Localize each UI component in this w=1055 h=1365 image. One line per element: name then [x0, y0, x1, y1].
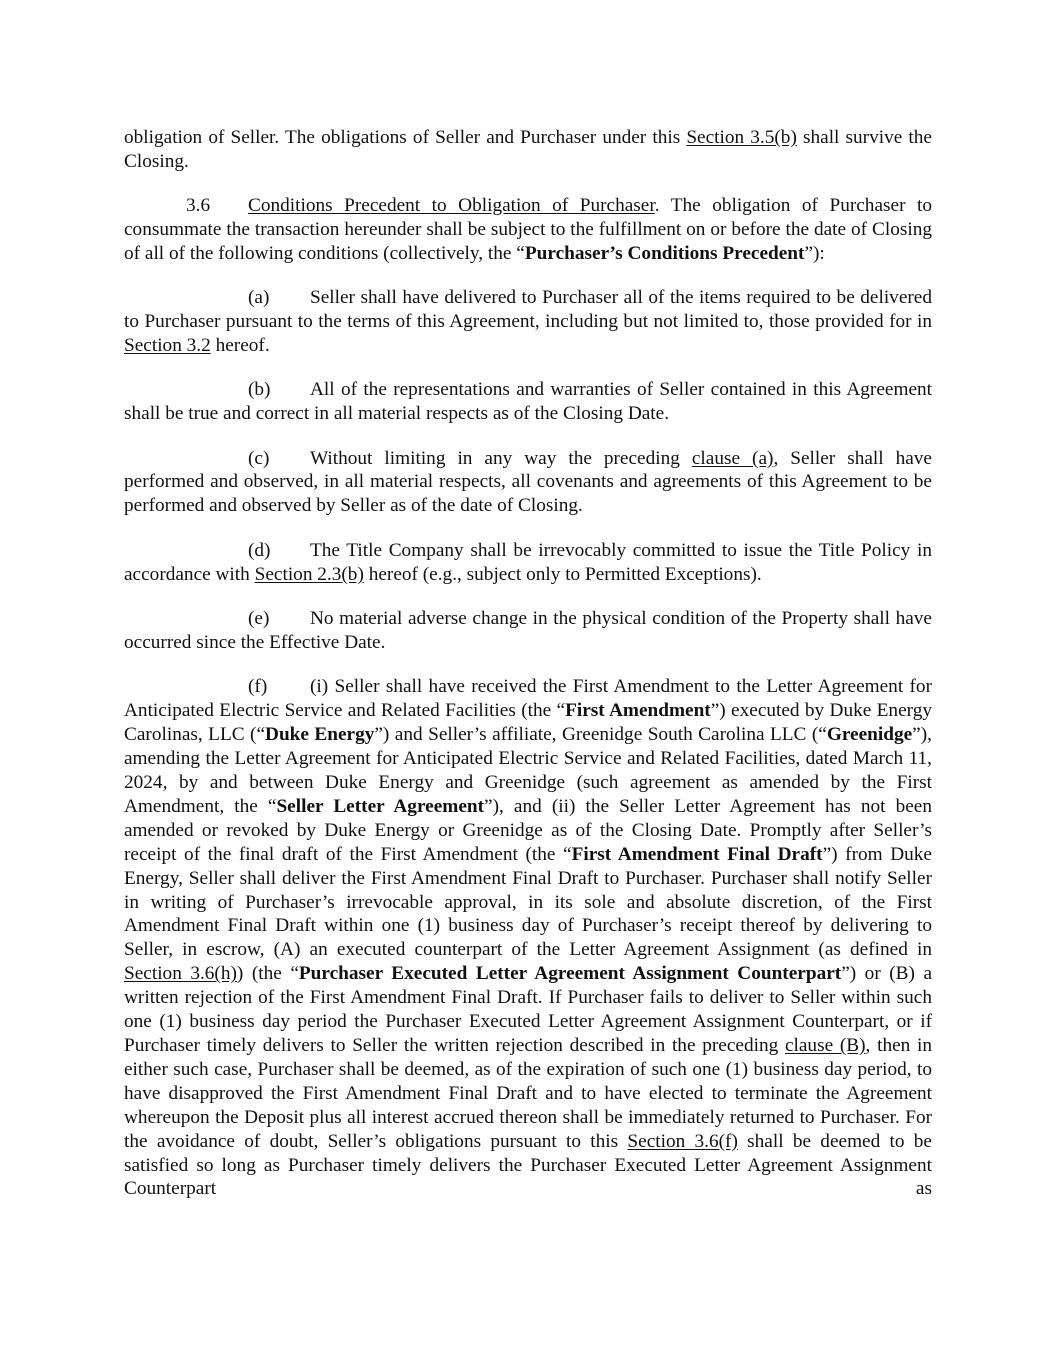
section-reference: Section 3.5(b): [686, 127, 797, 148]
section-number: 3.6: [186, 194, 211, 216]
defined-term: Seller Letter Agreement: [276, 795, 485, 817]
text-run: (i) Seller shall have received the First Amendment to the Letter Agreement for Anticipated Electric Service and Related Facilities (the “: [124, 676, 932, 722]
clause-e: [124, 607, 932, 655]
clause-label: (b): [248, 379, 271, 401]
text-run: . The obligation of Purchaser to consummate the transaction hereunder shall be subject to the fulfillment on or before the date of Closing of all of the following conditions (collectively, the “: [124, 194, 933, 264]
text-run: ”), amending the Letter Agreement for Anticipated Electric Service and Related Facilities, dated March 11, 2024, by and between Duke Energy and Greenidge (such agreement as amended by the First Amendment, the “: [124, 724, 932, 817]
text-run: obligation of Seller. The obligations of Seller and Purchaser under this: [124, 127, 687, 148]
clause-label: (e): [248, 608, 270, 630]
section-reference: Section 2.3(b): [254, 563, 364, 585]
text-run: No material adverse change in the physical condition of the Property shall have occurred since the Effective Date.: [124, 608, 932, 653]
clause-label: (d): [248, 539, 271, 561]
defined-term: Purchaser Executed Letter Agreement Assignment Counterpart: [298, 963, 842, 985]
text-run: , Seller shall have performed and observed, in all material respects, all covenants and agreements of this Agreement to be performed and observed by Seller as of the date of Closing.: [124, 447, 932, 517]
text-run: ”):: [804, 242, 825, 264]
clause-reference: clause (B): [784, 1035, 866, 1056]
text-run: Without limiting in any way the preceding: [310, 447, 692, 469]
paragraph-continuation: [124, 126, 932, 174]
section-3-6-paragraph: [124, 194, 932, 266]
text-run: Seller shall have delivered to Purchaser all of the items required to be delivered to Purchaser pursuant to the terms of this Agreement, including but not limited to, those provided for in: [124, 287, 932, 332]
text-run: ) (the “: [236, 963, 299, 985]
text-run: , then in either such case, Purchaser shall be deemed, as of the expiration of such one (1) business day period, to have disapproved the First Amendment Final Draft and to have elected to terminate the Agreement whereupon the Deposit plus all interest accrued thereon shall be immediately returned to Purchaser. For the avoidance of doubt, Seller’s obligations pursuant to this: [124, 1035, 932, 1152]
clause-a: [124, 286, 932, 358]
clause-d: [124, 539, 932, 587]
text-run: ”) or (B) a written rejection of the First Amendment Final Draft. If Purchaser fails to deliver to Seller within such one (1) business day period the Purchaser Executed Letter Agreement Assignment Counterpart, or if Purchaser timely delivers to Seller the written rejection described in the preceding: [124, 963, 933, 1056]
defined-term: First Amendment Final Draft: [571, 843, 823, 865]
clause-b: [124, 378, 932, 426]
clause-label: (a): [248, 287, 270, 309]
text-run: ”) and Seller’s affiliate, Greenidge South Carolina LLC (“: [374, 724, 827, 746]
defined-term: Purchaser’s Conditions Precedent: [524, 242, 805, 264]
text-run: hereof (e.g., subject only to Permitted Exceptions).: [363, 563, 762, 585]
text-run: shall be deemed to be satisfied so long as Purchaser timely delivers the Purchaser Executed Letter Agreement Assignment Counterpart as: [124, 1130, 932, 1200]
clause-label: (c): [248, 447, 270, 469]
text-run: The Title Company shall be irrevocably committed to issue the Title Policy in accordance with: [124, 539, 932, 585]
text-run: All of the representations and warranties of Seller contained in this Agreement shall be true and correct in all material respects as of the Closing Date.: [124, 379, 932, 425]
section-heading: Conditions Precedent to Obligation of Purchaser: [248, 194, 655, 216]
text-run: shall survive the Closing.: [124, 127, 932, 172]
text-run: ”) executed by Duke Energy Carolinas, LLC (“: [124, 700, 932, 746]
clause-label: (f): [248, 676, 268, 698]
text-run: hereof.: [210, 334, 270, 356]
text-run: ”) from Duke Energy, Seller shall deliver the First Amendment Final Draft to Purchaser. Purchaser shall notify Seller in writing of Purchaser’s irrevocable approval, in its sole and absolute discretion, of the First Amendment Final Draft within one (1) business day of Purchaser’s receipt thereof by delivering to Seller, in escrow, (A) an executed counterpart of the Letter Agreement Assignment (as defined in: [124, 843, 932, 961]
defined-term: Duke Energy: [265, 724, 375, 746]
clause-c: [124, 447, 932, 519]
clause-reference: clause (a): [691, 447, 774, 469]
document-page: [124, 126, 932, 1222]
defined-term: First Amendment: [565, 700, 711, 722]
defined-term: Greenidge: [826, 724, 913, 746]
text-run: ”), and (ii) the Seller Letter Agreement has not been amended or revoked by Duke Energy or Greenidge as of the Closing Date. Promptly after Seller’s receipt of the final draft of the First Amendment (the “: [124, 795, 932, 865]
section-reference: Section 3.6(f): [627, 1130, 738, 1152]
clause-f: [124, 675, 932, 1201]
section-reference: Section 3.2: [124, 334, 211, 356]
section-reference: Section 3.6(h): [124, 963, 237, 985]
